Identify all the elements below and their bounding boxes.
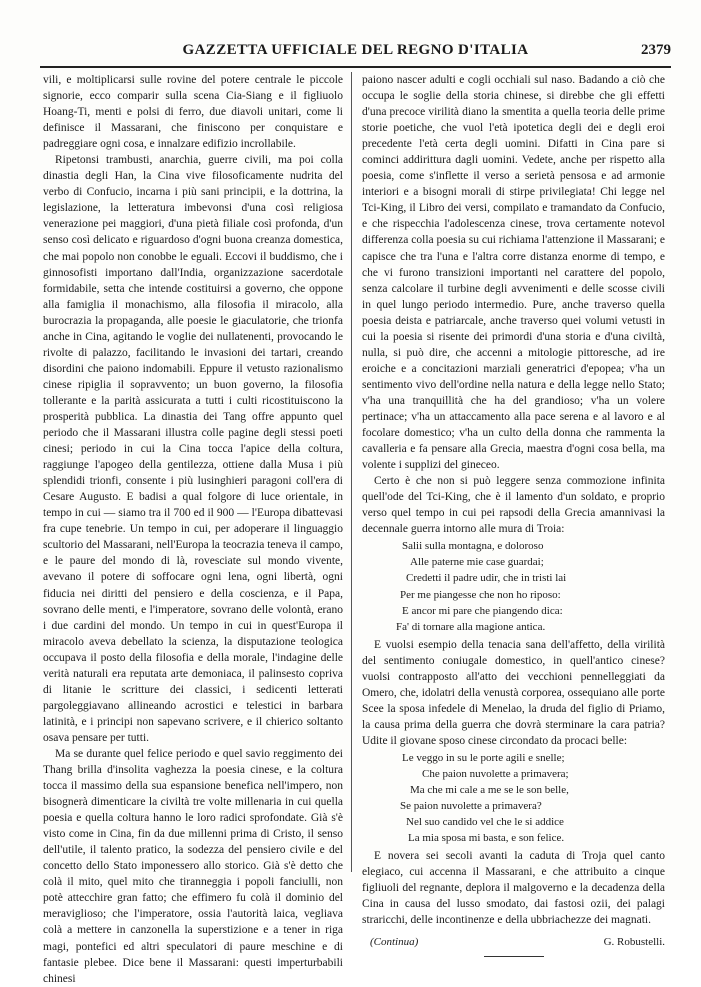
right-column-middle: [362, 637, 665, 749]
page-header: [40, 42, 671, 68]
poem-line: La mia sposa mi basta, e son felice.: [408, 832, 565, 845]
left-column: [43, 72, 343, 987]
author-name: G. Robustelli.: [603, 936, 665, 949]
poem-line: Credetti il padre udir, che in tristi lai: [406, 572, 567, 585]
poem-line: E ancor mi pare che piangendo dica:: [402, 604, 563, 617]
poem-line: Ma che mi cale a me se le son belle,: [410, 784, 569, 797]
paragraph: paiono nascer adulti e cogli occhiali sul naso. Badando a ciò che occupa le soglie della storia chinese, si direbbe che gli effetti d'una precoce virilità diano la smentita a quella teoria delle prime storie poetiche, che vuol l'età ipotetica degli dei e degli eroi precedente l'età certa degli uomini. Difatti in Cina pare si cominci addirittura dagli uomini. Vedete, anche per rispetto alla poesia, come s'inflette il verso a serietà pensosa e ad armonie interiori e a bisogni morali di stirpe privilegiata! Chi legge nel Tci-King, il Libro dei versi, compilato e tramandato da Confucio, e che rispecchia l'adolescenza cinese, trova certamente notevol differenza colla poesia su cui richiama l'attenzione il Massarani; e capisce che tra l'una e l'altra corre distanza enorme di tempo, e che vi furono transizioni importanti nel carattere del popolo, senza calcolare il turbine degli avvenimenti e delle scosse civili in quel lungo periodo intermedio. Pure, anche traverso quella poesia deista e patriarcale, anche traverso quei volumi vetusti in cui la poesia si risente dei primordi d'una storia e d'una civiltà, nulla, si può dire, che accenni a mitologie pittoresche, ad ire eroiche e a concitazioni marziali generatrici d'epopea; v'ha un sentimento vivo dell'ordine nella natura e della legge nello Stato; v'ha una tranquillità che ha del grandioso; v'ha un volere pertinace; v'ha un attaccamento alla pace serena e al lavoro e al focolare domestico; v'ha un culto della donna che rammenta la cavalleria e fa pensare alla Grecia, maestra d'ogni cosa bella, ma volente i supplizi del gineceo.: [362, 74, 665, 472]
paragraph: Ripetonsi trambusti, anarchia, guerre civili, ma poi colla dinastia degli Han, la Cina vive filosoficamente nudrita del verbo di Confucio, incarna i più sani principii, e la dottrina, la legislazione, la letteratura imbevonsi d'una così religiosa venerazione pei maggiori, d'una pietà filiale così profonda, d'un senso così delicato e riguardoso d'ogni buona creanza domestica, che mai popolo non conobbe le eguali. Eccovi il buddismo, che i ginnosofisti importano dall'India, organizzazione sacerdotale formidabile, setta che intende costituirsi a governo, che oppone alla famiglia il monachismo, alla filosofia il miracolo, alla burocrazia la propaganda, alle poesie le giaculatorie, che trionfa anche in Cina, agitando le voglie dei nullatenenti, provocando le rivolte di palazzo, facilitando le invasioni dei tartari, creando disordini che paiono indomabili. Eppure il vetusto razionalismo cinese ripiglia il sopravvento; un buon governo, la filosofia tollerante e la parità assicurata a tutti i culti ricostituiscono la prosperità pubblica. La dinastia dei Tang offre appunto quel periodo che il Massarani illustra colle pagine degli stessi poeti cinesi; periodo in cui la Cina tocca l'apice della coltura, raggiunge l'apogeo della gentilezza, ottiene dalla Musa i più splendidi trionfi, consente i più lusinghieri paragoni coll'era di Cesare Augusto. E badisi a qual folgore di luce orientale, in tempo in cui — siamo tra il 700 ed il 900 — l'Europa dibattevasi fra cupe tenebrie. Un tempo in cui, per adoperare il linguaggio scultorio del Massarani, nell'Europa la teocrazia teneva il campo, e le paure del mondo di là, rovesciate sul mondo vivente, avevano il potere di soffocare ogni lena, ogni libertà, ogni fiducia nei diritti del pensiero e della coscienza, e il Papa, sovrano delle menti, e l'imperatore, sovrano delle volontà, erano i due cardini del mondo. Un tempo in cui in quest'Europa il miracolo aveva debellato la scienza, la disputazione teologica occupava il posto della filosofia e della morale, l'indagine delle verità naturali era reputata arte demoniaca, il palinsesto copriva di litanie le scritture dei classici, i sedicenti letterati pargoleggiavano allineando acrostici e telestici in barbara latinità, e i principi non sapevano scrivere, e il chierico soltanto osava pensare per tutti.: [43, 154, 343, 744]
right-column-intro: [362, 72, 665, 537]
poem-line: Salii sulla montagna, e doloroso: [402, 540, 544, 553]
poem-line: Se paion nuvolette a primavera?: [400, 800, 542, 813]
right-column: [362, 72, 665, 957]
poem-young-spouse: [362, 750, 665, 846]
poem-line: Alle paterne mie case guardai;: [410, 556, 544, 569]
paragraph: E vuolsi esempio della tenacia sana dell'affetto, della virilità del sentimento coniugale domestico, in quell'antico cinese? vuolsi contrapposto all'atto dei vecchioni pennelleggiati da Omero, che, idolatri della venustà corporea, ossequiano alle porte Scee la sposa infedele di Menelao, la druda del figlio di Priamo, la causa prima della guerra che dovrà sterminare la cara patria? Udite il giovane sposo cinese circondato da procaci belle:: [362, 638, 665, 747]
right-column-end: [362, 848, 665, 928]
poem-line: Le veggo in su le porte agili e snelle;: [402, 751, 565, 764]
page-number: 2379: [641, 42, 671, 58]
column-divider: [351, 72, 352, 872]
poem-line: Nel suo candido vel che le si addice: [406, 816, 564, 829]
paragraph: Ma se durante quel felice periodo e quel savio reggimento dei Thang brilla d'insolita vaghezza la poesia cinese, e la coltura tocca il massimo della sua espansione benefica nell'impero, non bisognerà dimenticare la civiltà tre volte millenaria in cui quella poesia e quella coltura hanno le loro radici sprofondate. Già s'è visto come in Cina, fin da due millenni prima di Cristo, il senso dell'utile, il talento pratico, la sodezza del pensiero civile e del concetto dello Stato imponessero allo storico. Già s'è detto che colà il mito, quel mito che tiranneggia i popoli fanciulli, non potè attecchire gran fatto; che effimero fu colà il dominio del meraviglioso; che l'imperatore, ossia l'autorità laica, vegliava colà a mettere in canzonella la superstizione e a tener in riga magi, pontefici ed altri speculatori di paure meschine e di fantasie plebee. Dice bene il Massarani: questi imperturbabili chinesi: [43, 747, 343, 985]
poem-line: Per me piangesse che non ho riposo:: [400, 588, 561, 601]
continued-note: (Continua): [370, 936, 419, 949]
paragraph: E novera sei secoli avanti la caduta di Troja quel canto elegiaco, cui accenna il Massarani, e che attribuito a cinque figliuoli del regnante, deplora il malgoverno e la decadenza della Cina in causa del lusso smodato, dai fastosi ozii, dei palagi straricchi, delle incontinenze e della ubbriachezze dei magnati.: [362, 850, 665, 927]
closing-rule: [484, 956, 544, 957]
poem-line: Che paion nuvolette a primavera;: [422, 768, 569, 781]
newspaper-title: GAZZETTA UFFICIALE DEL REGNO D'ITALIA: [182, 42, 529, 58]
poem-line: Fa' di tornare alla magione antica.: [396, 620, 546, 633]
article-signature: [362, 934, 665, 950]
header-rule: [40, 66, 671, 68]
paragraph: vili, e moltiplicarsi sulle rovine del potere centrale le piccole signorie, ecco comparir sulla scena Cia-Siang e il figliuolo Hoang-Ti, menti e polsi di ferro, due diavoli unitari, come li definisce il Massarani, che finiscono per conquistare e padreggiare ogni cosa, e innalzare edifizio incrollabile.: [43, 74, 343, 151]
paragraph: Certo è che non si può leggere senza commozione infinita quell'ode del Tci-King, che è il lamento d'un soldato, e proprio verso quel tempo in cui pei rapsodi della Grecia amannivasi la decennale guerra intorno alle mura di Troia:: [362, 475, 665, 536]
poem-soldier-lament: [362, 538, 665, 634]
